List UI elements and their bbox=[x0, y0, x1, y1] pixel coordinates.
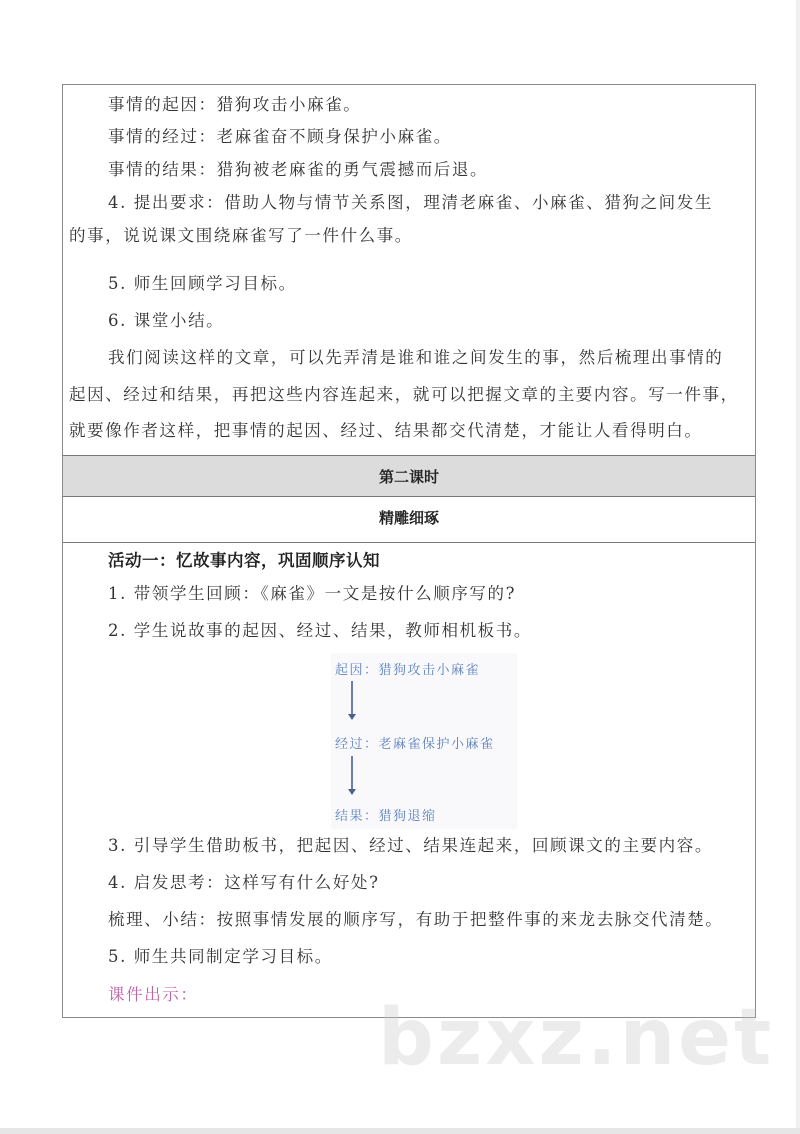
text-line: 事情的起因：猎狗攻击小麻雀。 bbox=[108, 95, 362, 114]
text-line: 就要像作者这样，把事情的起因、经过、结果都交代清楚，才能让人看得明白。 bbox=[69, 421, 703, 440]
text-line: 6. 课堂小结。 bbox=[108, 311, 225, 330]
text-line: 5. 师生回顾学习目标。 bbox=[108, 274, 297, 293]
watermark: bzxz.net bbox=[378, 993, 775, 1083]
lesson-subheader-row bbox=[63, 497, 755, 543]
page-edge bbox=[796, 0, 800, 1134]
text-line: 1. 带领学生回顾：《麻雀》一文是按什么顺序写的? bbox=[108, 584, 517, 603]
text-line: 事情的结果：猎狗被老麻雀的勇气震撼而后退。 bbox=[108, 160, 489, 179]
diagram-process: 经过：老麻雀保护小麻雀 bbox=[335, 737, 495, 752]
text-line: 事情的经过：老麻雀奋不顾身保护小麻雀。 bbox=[108, 127, 452, 146]
arrow-down-icon bbox=[351, 756, 353, 790]
text-line: 5. 师生共同制定学习目标。 bbox=[108, 947, 333, 966]
activity-title: 活动一：忆故事内容，巩固顺序认知 bbox=[108, 551, 380, 570]
text-line: 我们阅读这样的文章，可以先弄清是谁和谁之间发生的事，然后梳理出事情的 bbox=[108, 348, 724, 367]
lesson-header: 第二课时 bbox=[378, 467, 439, 486]
diagram-result: 结果：猎狗退缩 bbox=[335, 809, 437, 824]
arrow-down-icon bbox=[351, 681, 353, 715]
blackboard-diagram bbox=[331, 653, 517, 829]
text-line: 3. 引导学生借助板书，把起因、经过、结果连起来，回顾课文的主要内容。 bbox=[108, 836, 713, 855]
diagram-cause: 起因：猎狗攻击小麻雀 bbox=[335, 663, 481, 678]
text-line: 2. 学生说故事的起因、经过、结果，教师相机板书。 bbox=[108, 621, 532, 640]
text-line: 4. 启发思考：这样写有什么好处? bbox=[108, 873, 380, 892]
lesson-subheader: 精雕细琢 bbox=[378, 509, 439, 527]
text-line: 的事，说说课文围绕麻雀写了一件什么事。 bbox=[69, 226, 413, 245]
lesson-header-row bbox=[63, 455, 755, 497]
page-edge bbox=[0, 1128, 800, 1134]
text-line: 梳理、小结：按照事情发展的顺序写，有助于把整件事的来龙去脉交代清楚。 bbox=[108, 910, 724, 929]
lesson-plan-table bbox=[62, 84, 756, 1018]
text-line: 4. 提出要求：借助人物与情节关系图，理清老麻雀、小麻雀、猎狗之间发生 bbox=[108, 193, 713, 212]
courseware-label: 课件出示： bbox=[108, 985, 199, 1004]
text-line: 起因、经过和结果，再把这些内容连起来，就可以把握文章的主要内容。写一件事， bbox=[69, 385, 739, 404]
